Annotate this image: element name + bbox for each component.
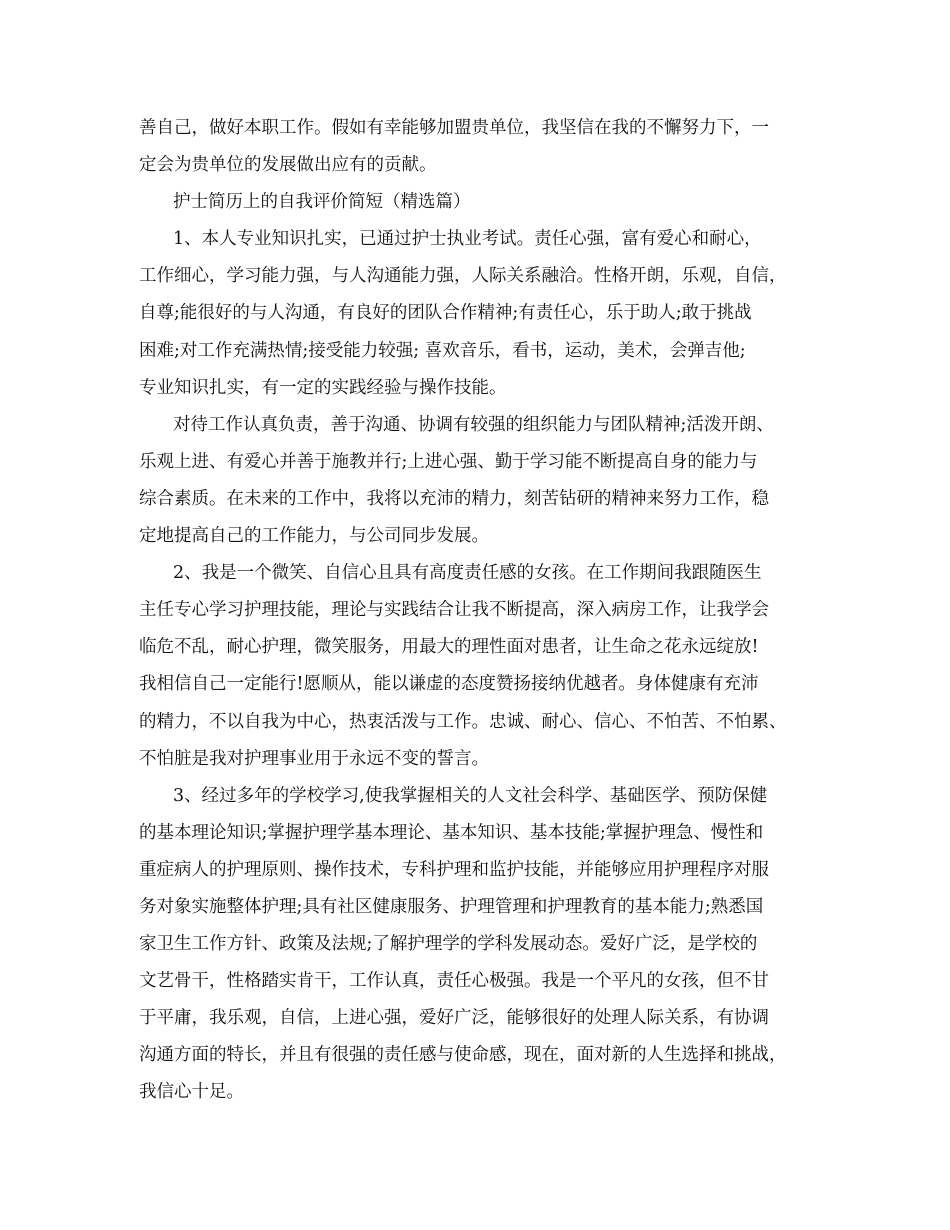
text-line: 定会为贵单位的发展做出应有的贡献。 <box>139 155 437 176</box>
text-line: 重症病人的护理原则、操作技术，专科护理和监护技能，并能够应用护理程序对服 <box>139 859 769 880</box>
text-line: 于平庸，我乐观，自信，上进心强，爱好广泛，能够很好的处理人际关系，有协调 <box>139 1008 769 1029</box>
text-line: 的精力，不以自我为中心，热衷活泼与工作。忠诚、耐心、信心、不怕苦、不怕累、 <box>139 711 787 732</box>
text-line: 综合素质。在未来的工作中，我将以充沛的精力，刻苦钻研的精神来努力工作，稳 <box>139 488 769 509</box>
text-line: 文艺骨干，性格踏实肯干，工作认真，责任心极强。我是一个平凡的女孩，但不甘 <box>139 971 769 992</box>
text-line: 我信心十足。 <box>139 1082 244 1103</box>
section-heading: 护士简历上的自我评价简短（精选篇） <box>173 192 471 213</box>
text-line: 沟通方面的特长，并且有很强的责任感与使命感，现在，面对新的人生选择和挑战， <box>139 1045 787 1066</box>
text-line: 自尊;能很好的与人沟通，有良好的团队合作精神;有责任心，乐于助人;敢于挑战 <box>139 303 752 324</box>
text-line: 不怕脏是我对护理事业用于永远不变的誓言。 <box>139 748 489 769</box>
text-line: 的基本理论知识;掌握护理学基本理论、基本知识、基本技能;掌握护理急、慢性和 <box>139 822 764 843</box>
text-line: 我相信自己一定能行!愿顺从，能以谦虚的态度赞扬接纳优越者。身体健康有充沛 <box>139 674 759 695</box>
paragraph-start-line: 3、经过多年的学校学习,使我掌握相关的人文社会科学、基础医学、预防保健 <box>173 785 768 806</box>
text-line: 临危不乱，耐心护理，微笑服务，用最大的理性面对患者，让生命之花永远绽放! <box>139 637 759 658</box>
paragraph-start-line: 1、本人专业知识扎实，已通过护士执业考试。责任心强，富有爱心和耐心， <box>173 229 762 250</box>
text-line: 困难;对工作充满热情;接受能力较强; 喜欢音乐，看书，运动，美术，会弹吉他; <box>139 340 746 361</box>
text-line: 务对象实施整体护理;具有社区健康服务、护理管理和护理教育的基本能力;熟悉国 <box>139 896 764 917</box>
paragraph-start-line: 对待工作认真负责，善于沟通、协调有较强的组织能力与团队精神;活泼开朗、 <box>173 414 774 435</box>
text-line: 定地提高自己的工作能力，与公司同步发展。 <box>139 526 489 547</box>
text-line: 专业知识扎实，有一定的实践经验与操作技能。 <box>139 377 507 398</box>
text-line: 家卫生工作方针、政策及法规;了解护理学的学科发展动态。爱好广泛，是学校的 <box>139 934 758 955</box>
text-line: 乐观上进、有爱心并善于施教并行;上进心强、勤于学习能不断提高自身的能力与 <box>139 451 758 472</box>
text-line: 工作细心，学习能力强，与人沟通能力强，人际关系融洽。性格开朗，乐观，自信， <box>139 266 787 287</box>
document-body <box>139 110 829 1112</box>
text-line: 主任专心学习护理技能，理论与实践结合让我不断提高，深入病房工作，让我学会 <box>139 600 769 621</box>
paragraph-start-line: 2、我是一个微笑、自信心且具有高度责任感的女孩。在工作期间我跟随医生 <box>173 563 762 584</box>
text-line: 善自己，做好本职工作。假如有幸能够加盟贵单位，我坚信在我的不懈努力下，一 <box>139 118 769 138</box>
